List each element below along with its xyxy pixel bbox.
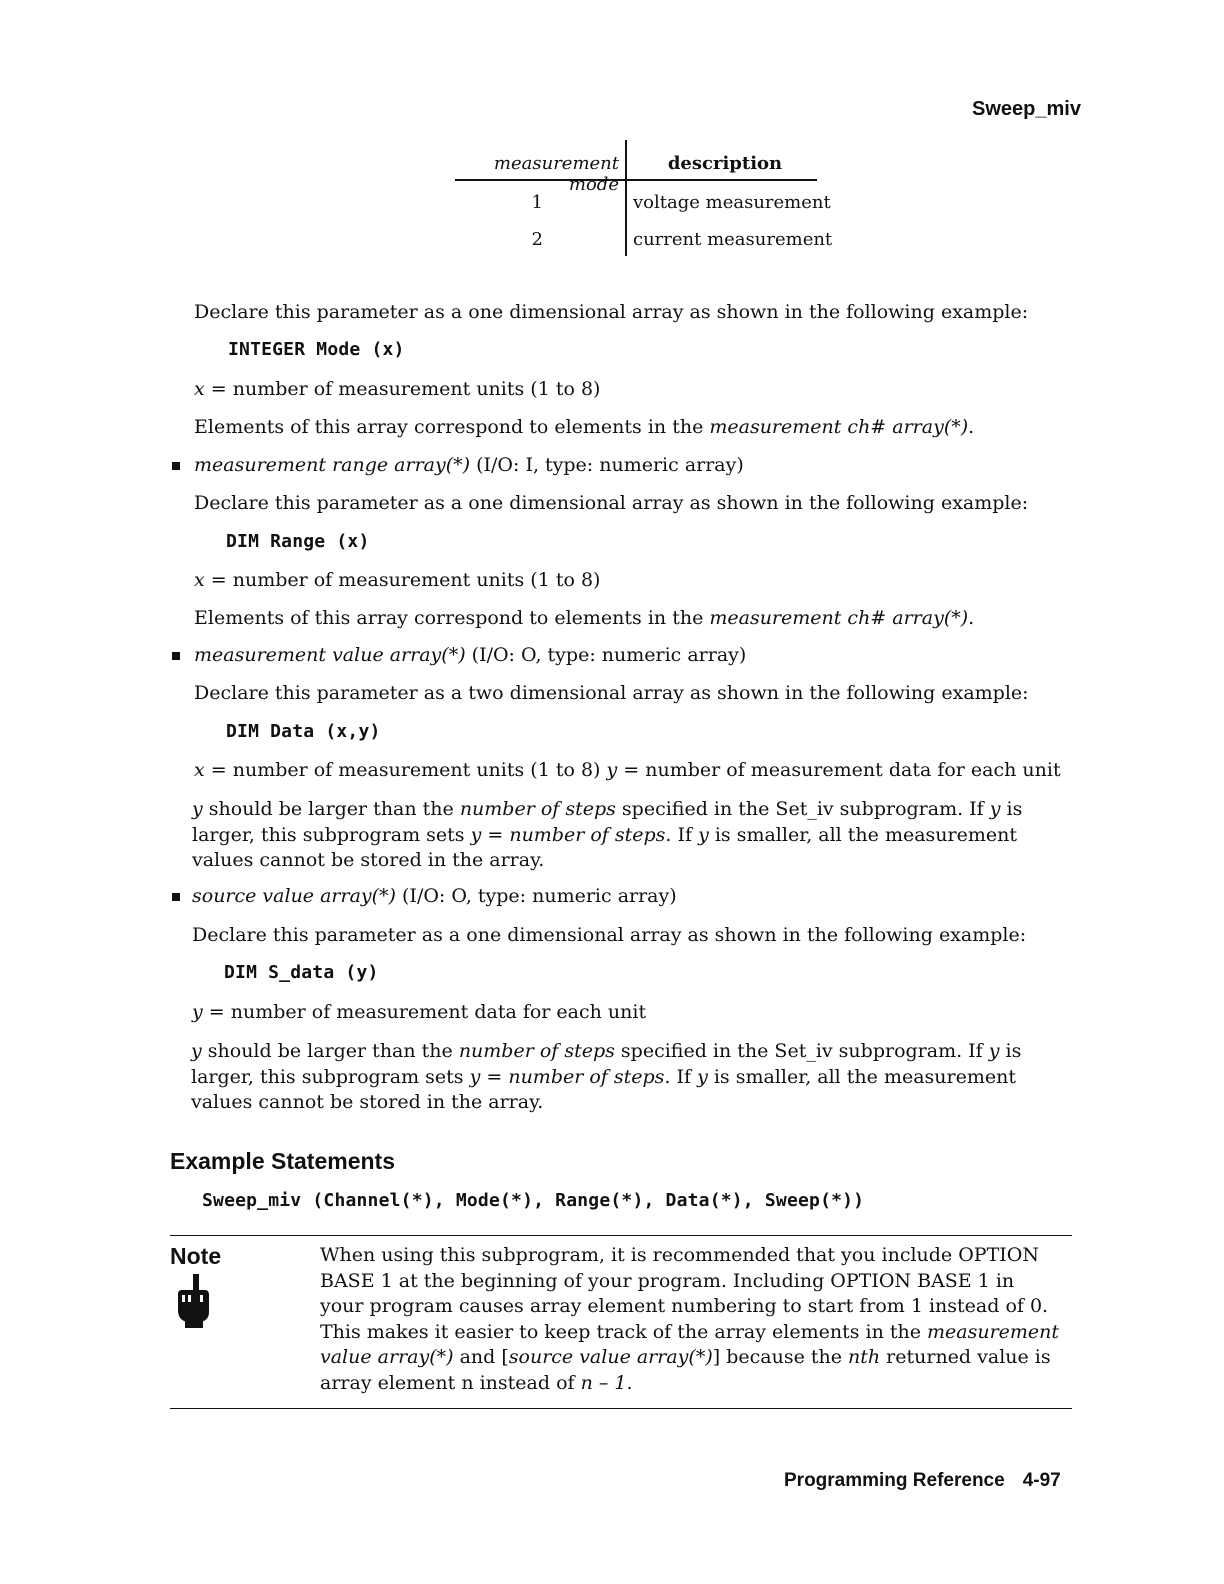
page-header-title: Sweep_miv bbox=[972, 98, 1081, 120]
note-line-6 bbox=[320, 1371, 1059, 1397]
elements-post: . bbox=[968, 416, 975, 438]
value-param-title bbox=[194, 644, 746, 666]
var-y: y bbox=[469, 1065, 481, 1088]
bullet-range bbox=[172, 462, 180, 470]
table-row-1-mode: 1 bbox=[531, 192, 543, 213]
source-param-name: source value array(*) bbox=[192, 885, 396, 907]
note-line-5 bbox=[320, 1345, 1059, 1371]
note-text: ] because the bbox=[712, 1346, 849, 1368]
note-text: . If bbox=[665, 823, 699, 846]
elements-pre: Elements of this array correspond to elements in the bbox=[194, 607, 710, 629]
steps-ital: number of steps bbox=[509, 823, 666, 846]
steps-ital: number of steps bbox=[459, 798, 616, 820]
value-y-note bbox=[192, 797, 1022, 874]
note-ital: value array(*) bbox=[320, 1346, 454, 1368]
var-y: y bbox=[697, 1065, 708, 1088]
note-text: is bbox=[1000, 798, 1023, 820]
range-declare-text: Declare this parameter as a one dimensional array as shown in the following example: bbox=[194, 492, 1029, 514]
mode-declare-text: Declare this parameter as a one dimensional array as shown in the following example: bbox=[194, 301, 1029, 323]
var-y: y bbox=[192, 1001, 203, 1023]
range-x-definition bbox=[194, 569, 600, 591]
table-col-mode-header: measurement mode bbox=[493, 153, 619, 195]
mode-table bbox=[455, 140, 833, 258]
y-def-text: = number of measurement data for each unit bbox=[202, 1001, 647, 1023]
x-def-text: = number of measurement units (1 to 8) bbox=[204, 378, 601, 400]
note-text: larger, this subprogram sets bbox=[191, 1065, 470, 1088]
source-param-title bbox=[192, 885, 677, 907]
elements-ital: measurement ch# array(*) bbox=[709, 416, 969, 438]
note-text: = bbox=[480, 1065, 509, 1088]
value-y-note-line-1 bbox=[192, 797, 1022, 823]
steps-ital: number of steps bbox=[508, 1065, 665, 1088]
note-text: is smaller, all the measurement bbox=[707, 1065, 1016, 1088]
source-y-note-line-1 bbox=[191, 1039, 1021, 1065]
x-def-text: = number of measurement units (1 to 8) bbox=[204, 759, 607, 781]
note-line-2: BASE 1 at the beginning of your program. Including OPTION BASE 1 in bbox=[320, 1269, 1015, 1292]
note-ital: n – 1 bbox=[580, 1371, 627, 1394]
steps-ital: number of steps bbox=[458, 1040, 615, 1062]
range-elements-text bbox=[194, 607, 974, 629]
mode-x-definition bbox=[194, 378, 600, 400]
note-ital: measurement bbox=[927, 1320, 1060, 1343]
source-y-note-line-3: values cannot be stored in the array. bbox=[191, 1091, 544, 1113]
var-x: x bbox=[194, 569, 205, 591]
value-param-io: (I/O: O, type: numeric array) bbox=[465, 644, 747, 666]
note-text: specified in the Set_iv subprogram. If bbox=[614, 1040, 989, 1062]
elements-pre: Elements of this array correspond to elements in the bbox=[194, 416, 710, 438]
note-bottom-rule bbox=[170, 1408, 1072, 1409]
note-label: Note bbox=[170, 1243, 222, 1269]
bullet-value bbox=[172, 652, 180, 660]
note-top-rule bbox=[170, 1235, 1072, 1236]
note-text: should be larger than the bbox=[201, 1040, 459, 1062]
note-text: and [ bbox=[453, 1346, 509, 1368]
var-y: y bbox=[191, 1040, 202, 1062]
var-y: y bbox=[606, 759, 618, 781]
mode-code-example: INTEGER Mode (x) bbox=[228, 339, 405, 360]
table-vertical-rule bbox=[625, 140, 627, 256]
value-param-name: measurement value array(*) bbox=[194, 644, 466, 666]
table-row-1-desc: voltage measurement bbox=[633, 192, 831, 213]
note-text: = bbox=[481, 823, 510, 846]
note-text: specified in the Set_iv subprogram. If bbox=[615, 798, 990, 820]
note-text: is bbox=[999, 1040, 1022, 1062]
value-y-note-line-2 bbox=[192, 823, 1022, 849]
source-y-note bbox=[191, 1039, 1021, 1116]
var-y: y bbox=[698, 823, 709, 846]
range-param-title bbox=[194, 454, 744, 476]
range-param-io: (I/O: I, type: numeric array) bbox=[470, 454, 744, 476]
note-line-3: your program causes array element numbering to start from 1 instead of 0. bbox=[320, 1295, 1049, 1317]
table-row-2-mode: 2 bbox=[531, 229, 543, 250]
y-def-text: = number of measurement data for each unit bbox=[617, 759, 1061, 781]
var-y: y bbox=[988, 1040, 1000, 1062]
elements-post: . bbox=[968, 607, 975, 629]
source-param-io: (I/O: O, type: numeric array) bbox=[395, 885, 677, 907]
value-xy-definition bbox=[194, 759, 1061, 781]
var-y: y bbox=[192, 798, 203, 820]
source-y-definition bbox=[192, 1001, 646, 1023]
value-code-example: DIM Data (x,y) bbox=[226, 721, 381, 742]
mode-elements-text bbox=[194, 416, 974, 438]
note-body bbox=[320, 1243, 1059, 1396]
note-text: array element n instead of bbox=[320, 1371, 581, 1394]
note-text: larger, this subprogram sets bbox=[192, 823, 471, 846]
var-x: x bbox=[194, 759, 205, 781]
page-footer bbox=[784, 1470, 1061, 1492]
source-code-example: DIM S_data (y) bbox=[224, 962, 379, 983]
note-text: returned value is bbox=[880, 1346, 1051, 1368]
range-param-name: measurement range array(*) bbox=[194, 454, 471, 476]
note-text: should be larger than the bbox=[202, 798, 460, 820]
footer-page-number: 4-97 bbox=[1022, 1470, 1061, 1491]
bullet-source bbox=[172, 893, 180, 901]
note-line-4 bbox=[320, 1320, 1059, 1346]
note-text: . If bbox=[664, 1065, 698, 1088]
value-declare-text: Declare this parameter as a two dimensional array as shown in the following example: bbox=[194, 682, 1029, 704]
table-row-2-desc: current measurement bbox=[633, 229, 833, 250]
note-text: is smaller, all the measurement bbox=[708, 823, 1017, 846]
footer-section: Programming Reference bbox=[784, 1470, 1005, 1491]
source-declare-text: Declare this parameter as a one dimensional array as shown in the following example: bbox=[192, 924, 1027, 946]
var-y: y bbox=[989, 798, 1001, 820]
note-ital: source value array(*) bbox=[508, 1346, 713, 1368]
example-code: Sweep_miv (Channel(*), Mode(*), Range(*), Data(*), Sweep(*)) bbox=[202, 1190, 865, 1211]
example-heading: Example Statements bbox=[170, 1148, 395, 1174]
var-y: y bbox=[470, 823, 482, 846]
note-ital: nth bbox=[848, 1346, 881, 1368]
range-code-example: DIM Range (x) bbox=[226, 531, 370, 552]
note-line-1: When using this subprogram, it is recommended that you include OPTION bbox=[320, 1244, 1039, 1266]
note-text: This makes it easier to keep track of the array elements in the bbox=[320, 1320, 927, 1343]
pointing-hand-icon bbox=[173, 1272, 213, 1334]
source-y-note-line-2 bbox=[191, 1065, 1021, 1091]
value-y-note-line-3: values cannot be stored in the array. bbox=[192, 849, 545, 871]
var-x: x bbox=[194, 378, 205, 400]
table-col-desc-header: description bbox=[667, 153, 783, 174]
elements-ital: measurement ch# array(*) bbox=[709, 607, 969, 629]
note-text: . bbox=[626, 1371, 633, 1394]
x-def-text: = number of measurement units (1 to 8) bbox=[204, 569, 601, 591]
